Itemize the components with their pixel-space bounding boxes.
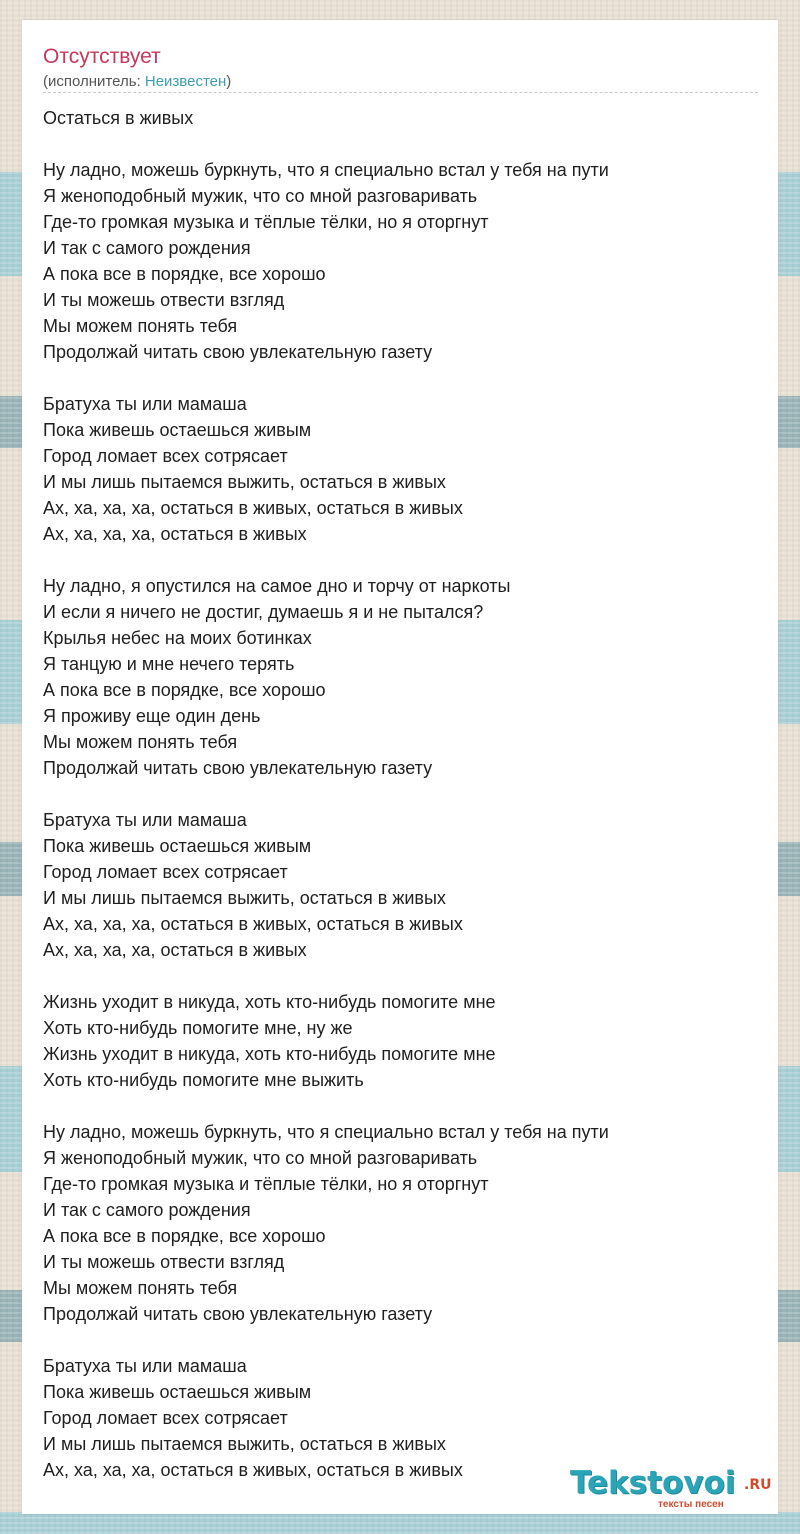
artist-line xyxy=(43,73,231,91)
lyric-line: Я женоподобный мужик, что со мной разговаривать xyxy=(43,1148,478,1168)
artist-prefix: (исполнитель: xyxy=(43,73,145,90)
lyric-line: Ах, ха, ха, ха, остаться в живых, остаться в живых xyxy=(43,498,463,518)
artist-suffix: ) xyxy=(226,73,232,90)
lyric-line: Братуха ты или мамаша xyxy=(43,1356,247,1376)
stanza-gap xyxy=(43,1093,758,1119)
lyric-line: Хоть кто-нибудь помогите мне, ну же xyxy=(43,1018,353,1038)
lyric-line: Пока живешь остаешься живым xyxy=(43,1382,312,1402)
lyric-line: И так с самого рождения xyxy=(43,238,251,258)
lyric-line: Ах, ха, ха, ха, остаться в живых xyxy=(43,940,307,960)
lyric-line: Жизнь уходит в никуда, хоть кто-нибудь помогите мне xyxy=(43,992,496,1012)
lyric-line: Город ломает всех сотрясает xyxy=(43,862,288,882)
logo-wordmark: Tekstovoi xyxy=(570,1465,736,1501)
lyric-line: А пока все в порядке, все хорошо xyxy=(43,1226,326,1246)
lyric-line: Ах, ха, ха, ха, остаться в живых, остаться в живых xyxy=(43,1460,463,1480)
lyric-line: Продолжай читать свою увлекательную газету xyxy=(43,342,433,362)
lyric-line: Жизнь уходит в никуда, хоть кто-нибудь помогите мне xyxy=(43,1044,496,1064)
lyric-line: И мы лишь пытаемся выжить, остаться в живых xyxy=(43,472,446,492)
lyric-line: Продолжай читать свою увлекательную газету xyxy=(43,758,433,778)
stanza-gap xyxy=(43,1327,758,1353)
lyric-line: Ну ладно, я опустился на самое дно и торчу от наркоты xyxy=(43,576,511,596)
lyric-line: Продолжай читать свою увлекательную газету xyxy=(43,1304,433,1324)
lyric-line: Братуха ты или мамаша xyxy=(43,810,247,830)
lyric-line: Где-то громкая музыка и тёплые тёлки, но я оторгнут xyxy=(43,212,489,232)
stanza-gap xyxy=(43,131,758,157)
lyric-line: Где-то громкая музыка и тёплые тёлки, но я оторгнут xyxy=(43,1174,489,1194)
lyric-line: Остаться в живых xyxy=(43,108,194,128)
stanza-gap xyxy=(43,365,758,391)
lyric-line: И ты можешь отвести взгляд xyxy=(43,290,285,310)
lyric-line: Ах, ха, ха, ха, остаться в живых xyxy=(43,524,307,544)
stanza-gap xyxy=(43,547,758,573)
lyric-line: А пока все в порядке, все хорошо xyxy=(43,264,326,284)
lyric-line: И мы лишь пытаемся выжить, остаться в живых xyxy=(43,1434,446,1454)
lyric-line: Город ломает всех сотрясает xyxy=(43,446,288,466)
lyric-line: Ах, ха, ха, ха, остаться в живых, остаться в живых xyxy=(43,914,463,934)
site-logo[interactable] xyxy=(570,1466,780,1510)
lyrics-text xyxy=(43,105,758,1483)
lyric-line: Крылья небес на моих ботинках xyxy=(43,628,312,648)
song-title: Отсутствует xyxy=(43,45,161,68)
lyric-line: Мы можем понять тебя xyxy=(43,732,238,752)
lyric-line: И мы лишь пытаемся выжить, остаться в живых xyxy=(43,888,446,908)
logo-domain: .RU xyxy=(744,1477,772,1493)
lyric-line: Я танцую и мне нечего терять xyxy=(43,654,295,674)
lyric-line: Ну ладно, можешь буркнуть, что я специально встал у тебя на пути xyxy=(43,1122,609,1142)
logo-tagline: тексты песен xyxy=(658,1499,724,1510)
stanza-gap xyxy=(43,963,758,989)
lyric-line: Я проживу еще один день xyxy=(43,706,261,726)
lyric-line: Хоть кто-нибудь помогите мне выжить xyxy=(43,1070,364,1090)
lyric-line: Мы можем понять тебя xyxy=(43,1278,238,1298)
lyric-line: Город ломает всех сотрясает xyxy=(43,1408,288,1428)
lyric-line: И если я ничего не достиг, думаешь я и не пытался? xyxy=(43,602,484,622)
lyric-line: Ну ладно, можешь буркнуть, что я специально встал у тебя на пути xyxy=(43,160,609,180)
lyric-line: Пока живешь остаешься живым xyxy=(43,420,312,440)
lyric-line: И так с самого рождения xyxy=(43,1200,251,1220)
title-divider xyxy=(43,92,758,93)
lyric-line: А пока все в порядке, все хорошо xyxy=(43,680,326,700)
artist-link[interactable]: Неизвестен xyxy=(144,73,227,90)
lyrics-card xyxy=(22,20,778,1514)
lyric-line: Братуха ты или мамаша xyxy=(43,394,247,414)
lyric-line: И ты можешь отвести взгляд xyxy=(43,1252,285,1272)
lyric-line: Пока живешь остаешься живым xyxy=(43,836,312,856)
lyric-line: Мы можем понять тебя xyxy=(43,316,238,336)
lyric-line: Я женоподобный мужик, что со мной разговаривать xyxy=(43,186,478,206)
stanza-gap xyxy=(43,781,758,807)
